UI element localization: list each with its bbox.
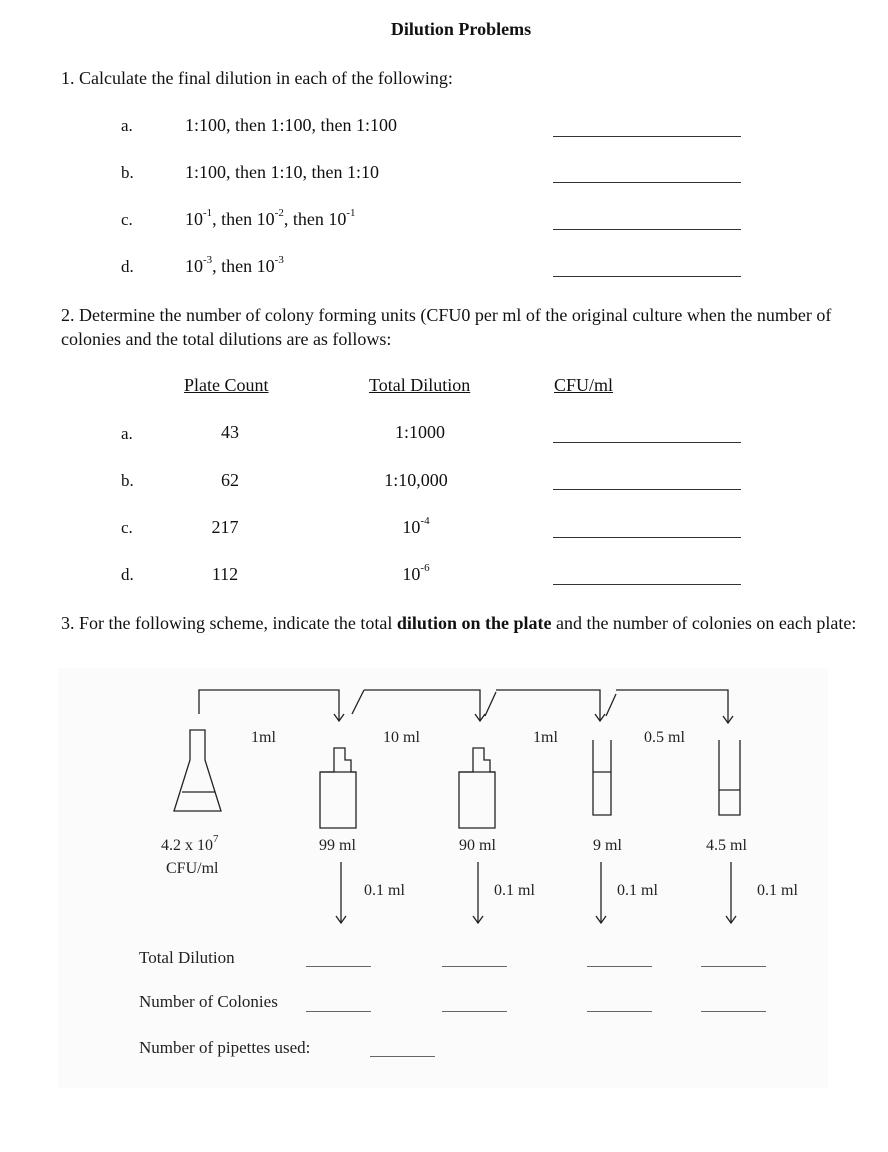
- q1-c-part: 10: [185, 209, 203, 229]
- question-2-prompt: 2. Determine the number of colony forming units (CFU0 per ml of the original culture when the number of colonies and the total dilutions are as follows:: [61, 305, 832, 349]
- q1-item-d-answer-blank[interactable]: [553, 276, 741, 277]
- q2-row-a-answer-blank[interactable]: [553, 442, 741, 443]
- transfer-label-2: 10 ml: [383, 729, 420, 746]
- stock-units: CFU/ml: [166, 860, 219, 877]
- page-title: Dilution Problems: [390, 19, 532, 39]
- q2-row-c-letter: c.: [121, 518, 133, 537]
- total-dilution-blank-4[interactable]: [701, 966, 766, 967]
- q2-row-b-letter: b.: [121, 471, 134, 490]
- dilution-base: 1:1000: [394, 422, 445, 442]
- question-1-prompt: 1. Calculate the final dilution in each of the following:: [61, 68, 453, 88]
- transfer-label-3: 1ml: [533, 729, 558, 746]
- plate-volume-label-2: 0.1 ml: [494, 882, 535, 899]
- total-dilution-blank-2[interactable]: [442, 966, 507, 967]
- total-dilution-blank-3[interactable]: [587, 966, 652, 967]
- stock-concentration: [161, 832, 219, 855]
- colonies-blank-1[interactable]: [306, 1011, 371, 1012]
- colonies-blank-2[interactable]: [442, 1011, 507, 1012]
- colonies-blank-3[interactable]: [587, 1011, 652, 1012]
- q2-row-c-count: 217: [211, 517, 239, 537]
- header-total-dilution: Total Dilution: [369, 375, 471, 395]
- q1-item-a-letter: a.: [121, 116, 133, 135]
- total-dilution-label: Total Dilution: [139, 948, 235, 967]
- dilution-base: 10: [402, 564, 421, 584]
- q2-row-a-dilution: [360, 422, 480, 443]
- q2-row-a-count: 43: [221, 422, 239, 442]
- plate-volume-label-4: 0.1 ml: [757, 882, 798, 899]
- q2-row-b-dilution: [356, 470, 476, 491]
- q1-c-exp: -1: [346, 207, 356, 219]
- dilution-scheme-diagram: [58, 668, 828, 1088]
- volume-label-3: 9 ml: [593, 837, 622, 854]
- dilution-base: 10: [402, 517, 421, 537]
- header-plate-count: Plate Count: [184, 375, 269, 395]
- q1-c-exp: -1: [203, 207, 213, 219]
- q2-row-b-count: 62: [221, 470, 239, 490]
- q1-d-exp: -3: [203, 254, 213, 266]
- q1-item-a-text: 1:100, then 1:100, then 1:100: [185, 115, 397, 135]
- dilution-exp: -6: [420, 562, 430, 574]
- q1-item-c-letter: c.: [121, 210, 133, 229]
- pipettes-label: Number of pipettes used:: [139, 1038, 311, 1057]
- q3-prompt-start: 3. For the following scheme, indicate the total: [61, 613, 397, 633]
- volume-label-4: 4.5 ml: [706, 837, 747, 854]
- pipettes-blank[interactable]: [370, 1056, 435, 1057]
- q3-prompt-bold: dilution on the plate: [396, 613, 552, 633]
- stock-exp: 7: [213, 832, 219, 845]
- total-dilution-blank-1[interactable]: [306, 966, 371, 967]
- q1-d-part: 10: [185, 256, 203, 276]
- volume-label-2: 90 ml: [459, 837, 496, 854]
- dilution-exp: -4: [420, 515, 430, 527]
- q1-item-a-answer-blank[interactable]: [553, 136, 741, 137]
- q1-c-part: , then 10: [283, 209, 347, 229]
- q2-row-c-answer-blank[interactable]: [553, 537, 741, 538]
- q2-row-b-answer-blank[interactable]: [553, 489, 741, 490]
- q1-item-b-text: 1:100, then 1:10, then 1:10: [185, 162, 379, 182]
- header-cfu: CFU/ml: [554, 375, 614, 395]
- q1-item-c-text: [185, 209, 356, 230]
- q1-d-part: , then 10: [212, 256, 275, 276]
- q1-c-part: , then 10: [212, 209, 275, 229]
- transfer-label-4: 0.5 ml: [644, 729, 685, 746]
- q1-c-exp: -2: [274, 207, 284, 219]
- q2-row-c-dilution: [356, 517, 476, 538]
- plate-volume-label-3: 0.1 ml: [617, 882, 658, 899]
- question-3-prompt: [61, 611, 871, 635]
- q1-item-d-text: [185, 256, 284, 277]
- dilution-base: 1:10,000: [384, 470, 448, 490]
- transfer-label-1: 1ml: [251, 729, 276, 746]
- q1-item-b-letter: b.: [121, 163, 134, 182]
- q2-row-d-count: 112: [211, 564, 239, 584]
- colonies-blank-4[interactable]: [701, 1011, 766, 1012]
- q2-row-d-answer-blank[interactable]: [553, 584, 741, 585]
- volume-label-1: 99 ml: [319, 837, 356, 854]
- q1-d-exp: -3: [274, 254, 284, 266]
- q1-item-d-letter: d.: [121, 257, 134, 276]
- q3-prompt-end: and the number of colonies on each plate:: [551, 613, 857, 633]
- q1-item-b-answer-blank[interactable]: [553, 182, 741, 183]
- colonies-label: Number of Colonies: [139, 992, 278, 1011]
- q2-row-d-letter: d.: [121, 565, 134, 584]
- q1-item-c-answer-blank[interactable]: [553, 229, 741, 230]
- plate-volume-label-1: 0.1 ml: [364, 882, 405, 899]
- stock-base: 4.2 x 10: [161, 837, 213, 854]
- q2-row-a-letter: a.: [121, 424, 133, 443]
- q2-row-d-dilution: [356, 564, 476, 585]
